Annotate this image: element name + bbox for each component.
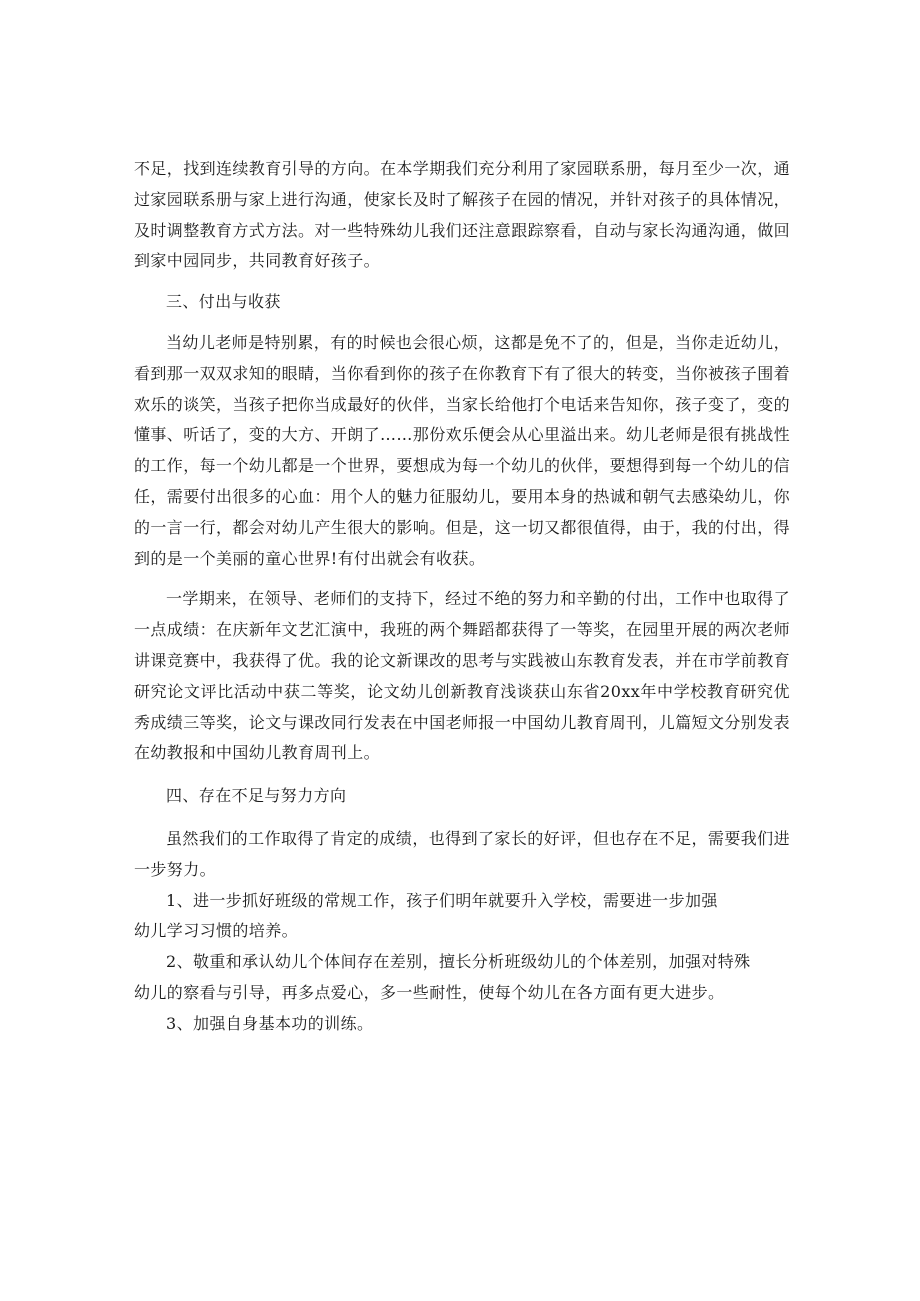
paragraph-achievements: 一学期来，在领导、老师们的支持下，经过不绝的努力和辛勤的付出，工作中也取得了一点成绩：在庆新年文艺汇演中，我班的两个舞蹈都获得了一等奖，在园里开展的两次老师讲课竞赛中，我获得了优。我的论文新课改的思考与实践被山东教育发表，并在市学前教育研究论文评比活动中获二等奖，论文幼儿创新教育浅谈获山东省20xx年中学校教育研究优秀成绩三等奖，论文与课改同行发表在中国老师报一中国幼儿教育周刊，儿篇短文分别发表在幼教报和中国幼儿教育周刊上。 [134,589,791,763]
paragraph-teacher-joy: 当幼儿老师是特别累，有的时候也会很心烦，这都是免不了的，但是，当你走近幼儿，看到那一双双求知的眼睛，当你看到你的孩子在你教育下有了很大的转变，当你被孩子围着欢乐的谈笑，当孩子把你当成最好的伙伴，当家长给他打个电话来告知你，孩子变了，变的懂事、听话了，变的大方、开朗了……那份欢乐便会从心里溢出来。幼儿老师是很有挑战性的工作，每一个幼儿都是一个世界，要想成为每一个幼儿的伙伴，要想得到每一个幼儿的信任，需要付出很多的心血：用个人的魅力征服幼儿，要用本身的热诚和朝气去感染幼儿，你的一言一行，都会对幼儿产生很大的影响。但是，这一切又都很值得，由于，我的付出，得到的是一个美丽的童心世界!有付出就会有收获。 [134,332,791,568]
list-item-3-line-1: 3、加强自身基本功的训练。 [166,1013,374,1033]
paragraph-home-school-communication: 不足，找到连续教育引导的方向。在本学期我们充分利用了家园联系册，每月至少一次，通过家园联系册与家上进行沟通，使家长及时了解孩子在园的情况，并针对孩子的具体情况，及时调整教育方式方法。对一些特殊幼儿我们还注意跟踪察看，自动与家长沟通沟通，做回到家中园同步，共同教育好孩子。 [134,159,791,271]
list-item-2-line-2: 幼儿的察看与引导，再多点爱心，多一些耐性，使每个幼儿在各方面有更大进步。 [134,982,725,1002]
section-heading-shortcomings: 四、存在不足与努力方向 [166,786,347,806]
list-item-1 [134,886,790,948]
list-item-1-line-1: 1、进一步抓好班级的常规工作，孩子们明年就要升入学校，需要进一步加强 [166,890,718,910]
section-heading-effort-and-reward: 三、付出与收获 [166,292,281,312]
paragraph-shortcomings-intro: 虽然我们的工作取得了肯定的成绩，也得到了家长的好评，但也存在不足，需要我们进一步努力。 [134,828,790,879]
list-item-3 [134,1009,790,1040]
document-body [134,154,790,1040]
list-item-2 [134,947,790,1009]
list-item-2-line-1: 2、敬重和承认幼儿个体间存在差别，擅长分析班级幼儿的个体差别，加强对特殊 [166,952,751,972]
list-item-1-line-2: 幼儿学习习惯的培养。 [134,921,299,941]
